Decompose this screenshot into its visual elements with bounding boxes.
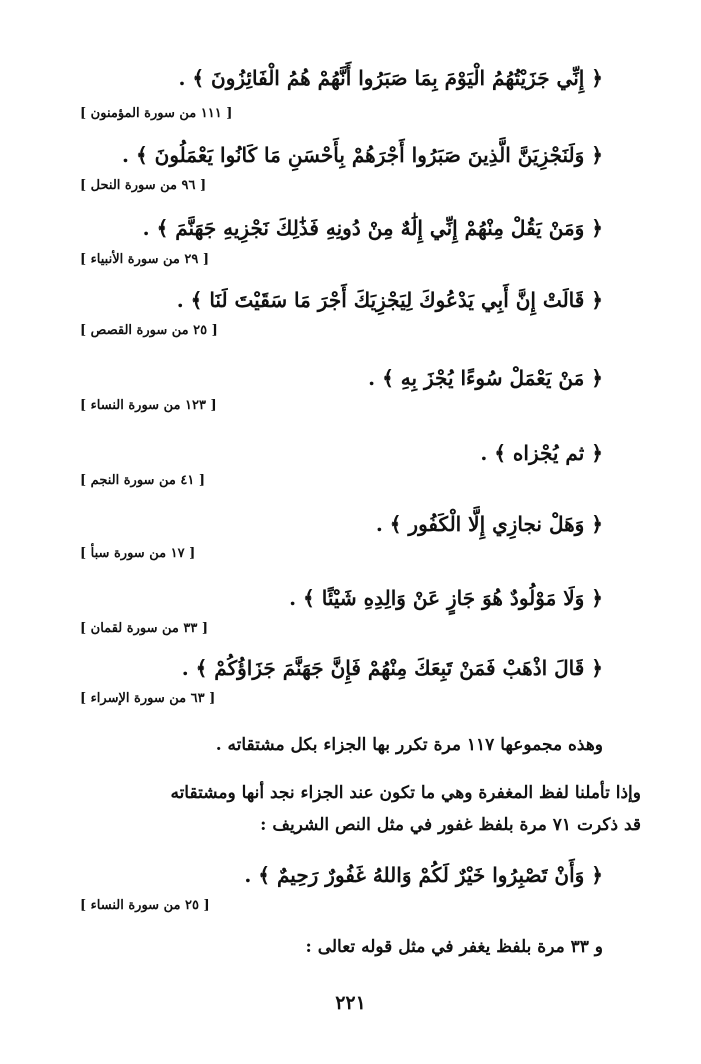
page-number: ٢٢١ (335, 992, 366, 1014)
surah-reference-6: [ ٤١ من سورة النجم ] (80, 473, 206, 488)
surah-reference-10: [ ٢٥ من سورة النساء ] (80, 898, 210, 913)
quran-verse-6: ﴿ ثم يُجْزاه ﴾ . (480, 441, 603, 465)
quran-verse-8: ﴿ وَلَا مَوْلُودٌ هُوَ جَازٍ عَنْ وَالِدِهِ شَيْئًا ﴾ . (289, 586, 603, 610)
surah-reference-4: [ ٢٥ من سورة القصص ] (80, 323, 218, 338)
quran-verse-3: ﴿ وَمَنْ يَقُلْ مِنْهُمْ إِنِّي إِلَٰهٌ مِنْ دُونِهِ فَذَٰلِكَ نَجْزِيهِ جَهَنَّمَ ﴾ . (142, 216, 603, 240)
paragraph-yaghfir-count: و ٣٣ مرة بلفظ يغفر في مثل قوله تعالى : (305, 937, 603, 957)
surah-reference-7: [ ١٧ من سورة سبأ ] (80, 546, 196, 561)
quran-verse-2: ﴿ وَلَنَجْزِيَنَّ الَّذِينَ صَبَرُوا أَجْرَهُمْ بِأَحْسَنِ مَا كَانُوا يَعْمَلُونَ ﴾ . (122, 143, 603, 167)
quran-verse-9: ﴿ قَالَ اذْهَبْ فَمَنْ تَبِعَكَ مِنْهُمْ فَإِنَّ جَهَنَّمَ جَزَاؤُكُمْ ﴾ . (181, 656, 603, 680)
quran-verse-4: ﴿ قَالَتْ إِنَّ أَبِي يَدْعُوكَ لِيَجْزِيَكَ أَجْرَ مَا سَقَيْتَ لَنَا ﴾ . (176, 288, 603, 312)
paragraph-forgiveness-line-2: قد ذكرت ٧١ مرة بلفظ غفور في مثل النص الشريف : (260, 815, 641, 835)
quran-verse-5: ﴿ مَنْ يَعْمَلْ سُوءًا يُجْزَ بِهِ ﴾ . (368, 366, 603, 390)
quran-verse-7: ﴿ وَهَلْ نجازِي إِلَّا الْكَفُور ﴾ . (375, 512, 603, 536)
surah-reference-5: [ ١٢٣ من سورة النساء ] (80, 398, 217, 413)
surah-reference-9: [ ٦٣ من سورة الإسراء ] (80, 691, 216, 706)
surah-reference-3: [ ٢٩ من سورة الأنبياء ] (80, 252, 210, 267)
surah-reference-2: [ ٩٦ من سورة النحل ] (80, 178, 207, 193)
surah-reference-8: [ ٣٣ من سورة لقمان ] (80, 621, 209, 636)
surah-reference-1: [ ١١١ من سورة المؤمنون ] (80, 106, 233, 121)
quran-verse-1: ﴿ إِنِّي جَزَيْتُهُمُ الْيَوْمَ بِمَا صَبَرُوا أَنَّهُمْ هُمُ الْفَائِزُونَ ﴾ . (178, 66, 603, 90)
paragraph-total-count: وهذه مجموعها ١١٧ مرة تكرر بها الجزاء بكل مشتقاته . (215, 735, 603, 755)
quran-verse-10: ﴿ وَأَنْ تَصْبِرُوا خَيْرٌ لَكُمْ وَاللهُ غَفُورٌ رَحِيمٌ ﴾ . (244, 863, 603, 887)
paragraph-forgiveness-line-1: وإذا تأملنا لفظ المغفرة وهي ما تكون عند الجزاء نجد أنها ومشتقاته (170, 783, 641, 803)
